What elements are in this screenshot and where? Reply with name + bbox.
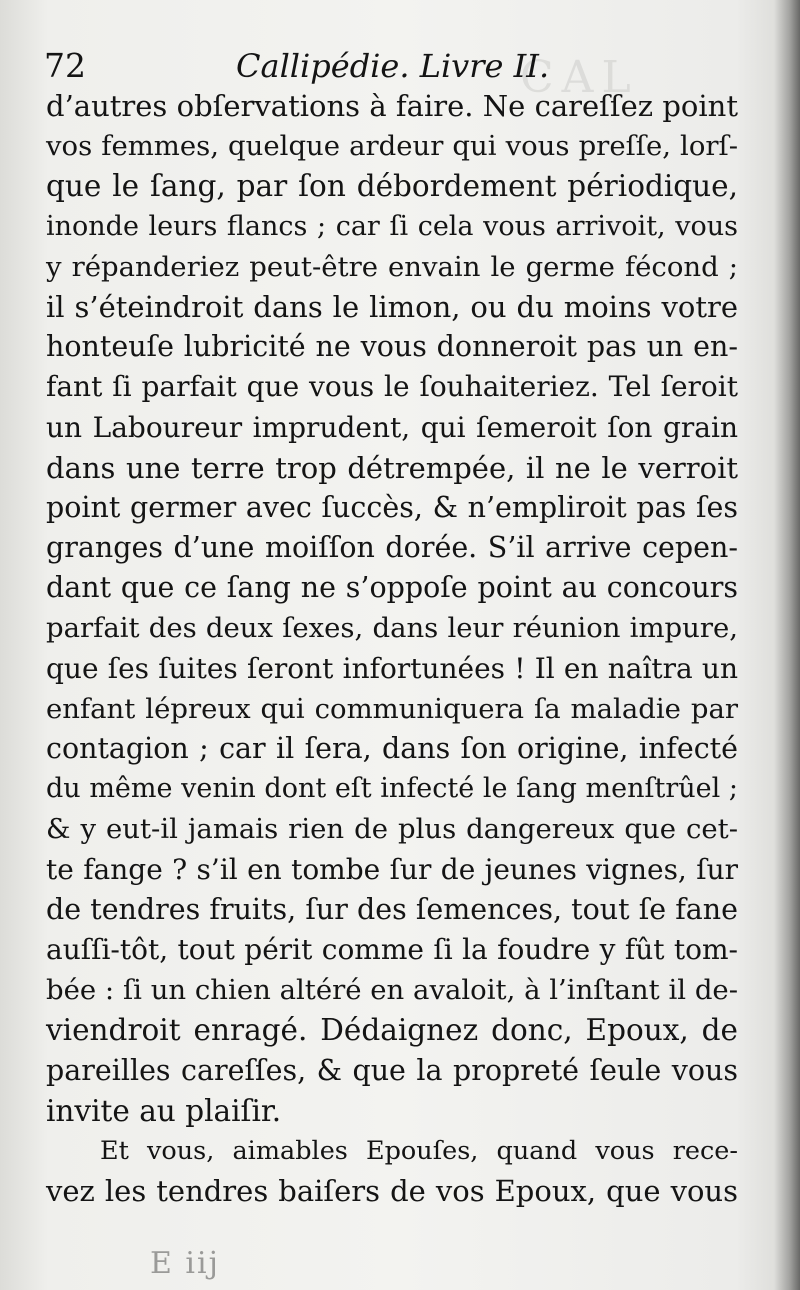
paragraph-2 — [46, 1131, 738, 1211]
signature-mark: E iij — [150, 1246, 220, 1281]
text-line: inonde leurs flancs ; car ſi cela vous arrivoit, vous — [46, 210, 738, 242]
text-line: fant ſi parfait que vous le ſouhaiteriez. Tel ſeroit — [46, 370, 738, 404]
text-line: du même venin dont eſt infecté le ſang menſtrûel ; — [46, 773, 738, 805]
text-line: contagion ; car il ſera, dans ſon origine, infecté — [46, 732, 738, 765]
show-through-text: CAL — [520, 52, 639, 103]
text-line: & y eut-il jamais rien de plus dangereux que cet- — [46, 813, 738, 846]
text-line: viendroit enragé. Dédaignez donc, Epoux, de — [46, 1013, 738, 1048]
text-line: point germer avec ſuccès, & n’empliroit pas ſes — [46, 490, 738, 524]
text-line: honteuſe lubricité ne vous donneroit pas un en- — [46, 330, 738, 364]
text-line: granges d’une moiſſon dorée. S’il arrive cepen- — [46, 531, 738, 565]
page-edge-shadow — [774, 0, 800, 1290]
text-line: de tendres fruits, ſur des ſemences, tout ſe fane — [46, 892, 738, 926]
text-line: te fange ? s’il en tombe ſur de jeunes vignes, ſur — [46, 852, 738, 886]
page-number: 72 — [44, 46, 86, 85]
text-line: auſſi-tôt, tout périt comme ſi la foudre y fût tom- — [46, 932, 738, 966]
text-line: pareilles careſſes, & que la propreté ſeule vous — [46, 1053, 738, 1087]
text-line: enfant lépreux qui communiquera ſa maladie par — [46, 692, 738, 725]
text-line: d’autres obſervations à faire. Ne careſſez point — [46, 89, 738, 123]
text-line: Et vous, aimables Epouſes, quand vous rece- — [100, 1135, 738, 1166]
page-header — [44, 44, 744, 88]
text-line: vez les tendres baiſers de vos Epoux, que vous — [46, 1174, 738, 1209]
running-title: Callipédie. Livre II. — [236, 47, 550, 85]
text-line: y répanderiez peut-être envain le germe fécond ; — [46, 250, 738, 283]
text-line: parfait des deux ſexes, dans leur réunion impure, — [46, 612, 738, 645]
text-line: il s’éteindroit dans le limon, ou du moins votre — [46, 289, 738, 324]
text-line: invite au plaiſir. — [46, 1093, 282, 1128]
body-text — [46, 86, 738, 1211]
text-line: bée : ſi un chien altéré en avaloit, à l’inſtant il de- — [46, 974, 738, 1007]
text-line: un Laboureur imprudent, qui ſemeroit ſon grain — [46, 410, 738, 444]
text-line: dant que ce ſang ne s’oppoſe point au concours — [46, 571, 738, 605]
text-line: que le ſang, par ſon débordement périodique, — [46, 169, 738, 204]
text-line: vos femmes, quelque ardeur qui vous preſſe, lorſ- — [46, 130, 738, 163]
text-line: dans une terre trop détrempée, il ne le verroit — [46, 450, 738, 485]
text-line: que ſes ſuites ſeront infortunées ! Il en naîtra un — [46, 651, 738, 685]
paragraph-1 — [46, 86, 738, 1131]
